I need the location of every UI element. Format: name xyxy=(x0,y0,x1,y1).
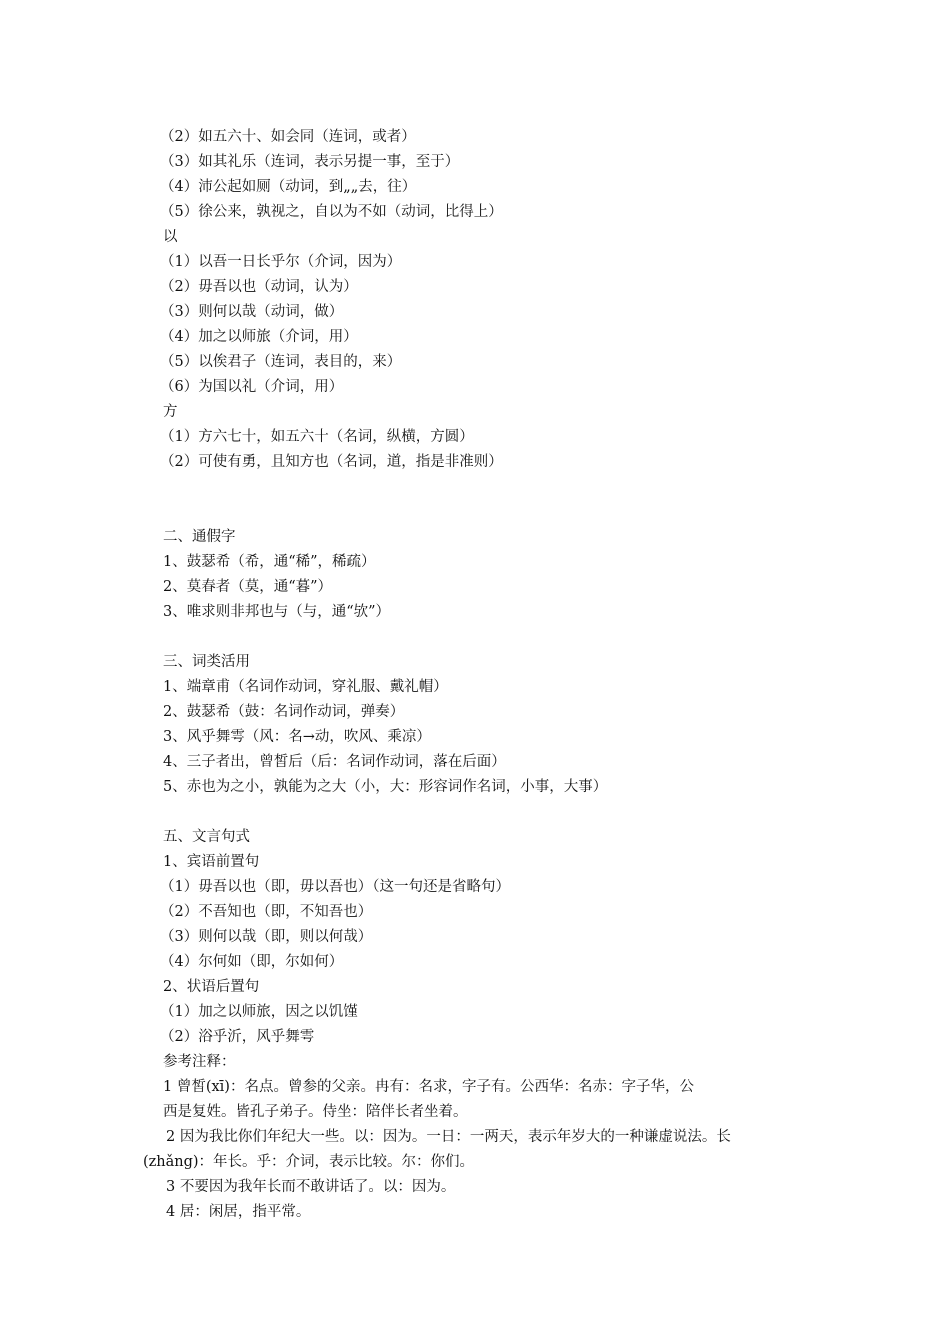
note-line: 2 因为我比你们年纪大一些。以：因为。一日：一两天，表示年岁大的一种谦虚说法。长 xyxy=(166,1129,731,1145)
section-heading: 五、文言句式 xyxy=(163,829,250,845)
text-line: 4、三子者出，曾皙后（后：名词作动词，落在后面） xyxy=(163,754,506,770)
text-line: （2）浴乎沂，风乎舞雩 xyxy=(160,1029,315,1045)
text-line: （5）以俟君子（连词，表目的，来） xyxy=(160,354,402,370)
text-line: （4）加之以师旅（介词，用） xyxy=(160,329,358,345)
text-line: （3）则何以哉（动词，做） xyxy=(160,304,344,320)
text-line: （5）徐公来，孰视之，自以为不如（动词，比得上） xyxy=(160,204,503,220)
section-heading: 方 xyxy=(163,404,178,420)
text-line: 1、宾语前置句 xyxy=(163,854,260,870)
note-line: 3 不要因为我年长而不敢讲话了。以：因为。 xyxy=(166,1179,456,1195)
text-line: （3）则何以哉（即，则以何哉） xyxy=(160,929,373,945)
text-line: （2）不吾知也（即，不知吾也） xyxy=(160,904,373,920)
note-line: (zhǎng)：年长。乎：介词，表示比较。尔：你们。 xyxy=(143,1154,475,1170)
notes-heading: 参考注释： xyxy=(163,1054,236,1070)
text-line: 2、状语后置句 xyxy=(163,979,260,995)
text-line: （2）如五六十、如会同（连词，或者） xyxy=(160,129,416,145)
note-line: 4 居：闲居，指平常。 xyxy=(166,1204,311,1220)
text-line: （1）加之以师旅，因之以饥馑 xyxy=(160,1004,358,1020)
text-line: （2）毋吾以也（动词，认为） xyxy=(160,279,358,295)
text-line: 1、端章甫（名词作动词，穿礼服、戴礼帽） xyxy=(163,679,448,695)
text-line: （6）为国以礼（介词，用） xyxy=(160,379,344,395)
text-line: （4）尔何如（即，尔如何） xyxy=(160,954,344,970)
text-line: （2）可使有勇，且知方也（名词，道，指是非准则） xyxy=(160,454,503,470)
section-heading: 三、词类活用 xyxy=(163,654,250,670)
text-line: 5、赤也为之小，孰能为之大（小，大：形容词作名词，小事，大事） xyxy=(163,779,608,795)
text-line: 1、鼓瑟希（希，通“稀”，稀疏） xyxy=(163,554,376,570)
text-line: （4）沛公起如厕（动词，到„„去，往） xyxy=(160,179,417,195)
text-line: （1）毋吾以也（即，毋以吾也）（这一句还是省略句） xyxy=(160,879,510,895)
section-heading: 二、通假字 xyxy=(163,529,236,545)
text-line: （1）方六七十，如五六十（名词，纵横，方圆） xyxy=(160,429,474,445)
text-line: （1）以吾一日长乎尔（介词，因为） xyxy=(160,254,402,270)
text-line: 2、莫春者（莫，通“暮”） xyxy=(163,579,333,595)
text-line: 3、风乎舞雩（风：名→动，吹风、乘凉） xyxy=(163,729,431,745)
text-line: （3）如其礼乐（连词，表示另提一事，至于） xyxy=(160,154,460,170)
text-line: 3、唯求则非邦也与（与，通“欤”） xyxy=(163,604,391,620)
text-line: 2、鼓瑟希（鼓：名词作动词，弹奏） xyxy=(163,704,405,720)
note-line: 1 曾皙(xī)：名点。曾参的父亲。冉有：名求，字子有。公西华：名赤：字子华，公 xyxy=(163,1079,694,1095)
note-line: 西是复姓。皆孔子弟子。侍坐：陪伴长者坐着。 xyxy=(163,1104,468,1120)
section-heading: 以 xyxy=(163,229,178,245)
